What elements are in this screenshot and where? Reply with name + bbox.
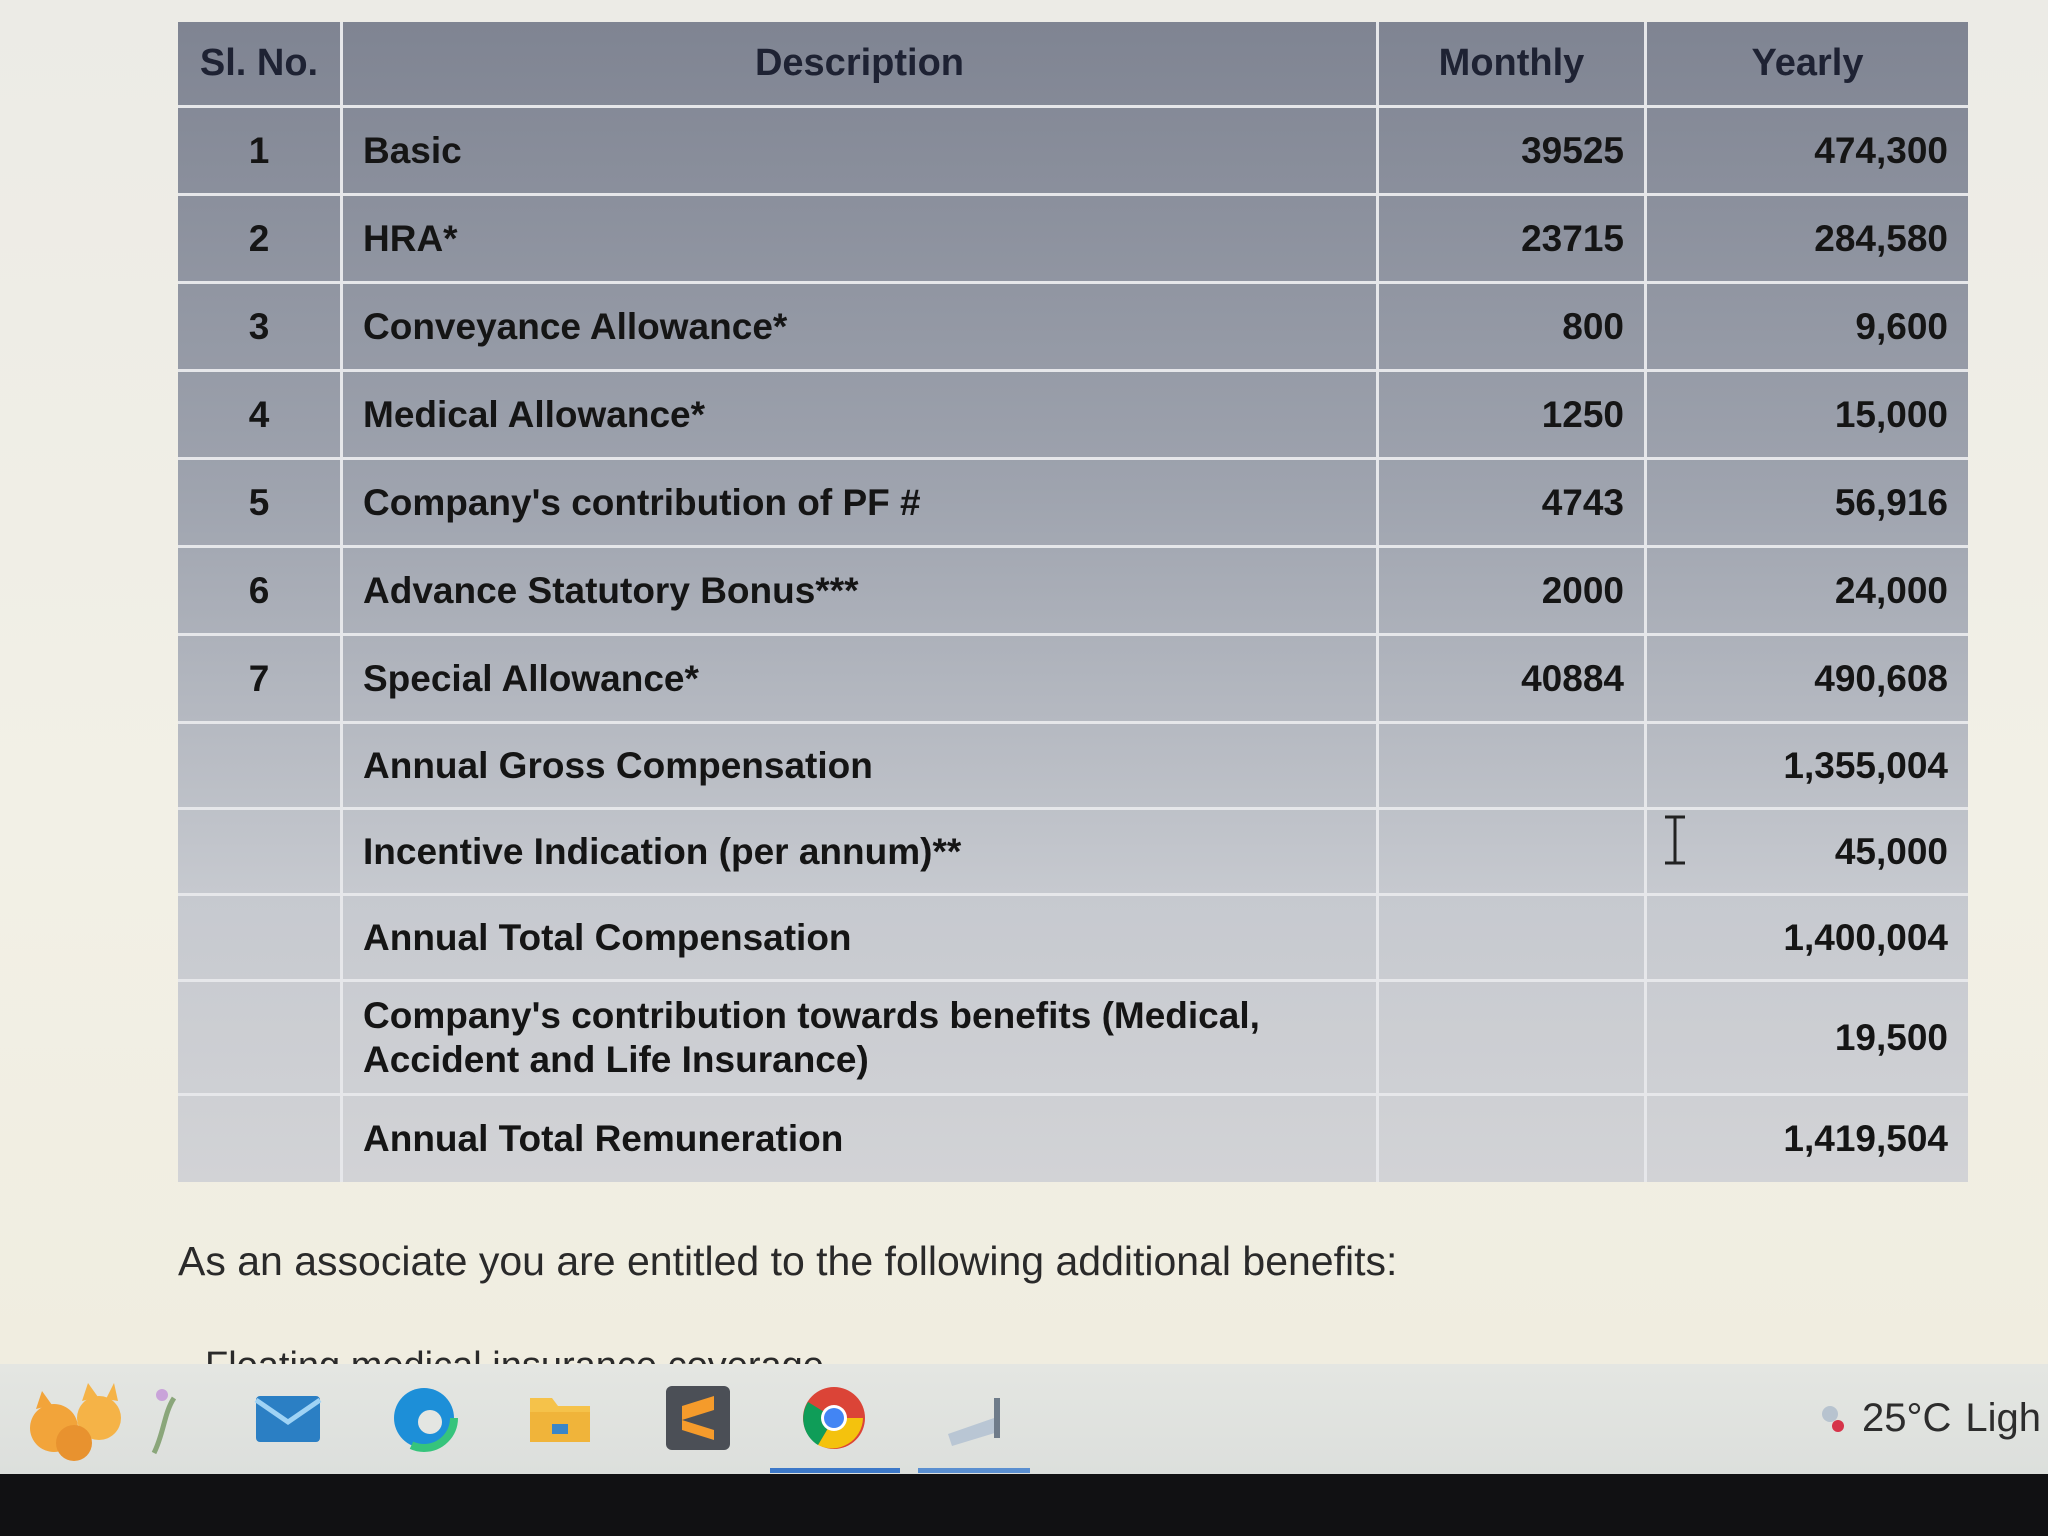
row-yearly: 15,000 bbox=[1644, 372, 1968, 457]
weather-status-icon bbox=[1818, 1404, 1848, 1434]
row-sl bbox=[178, 1096, 340, 1182]
row-sl: 3 bbox=[248, 305, 270, 347]
row-sl bbox=[178, 724, 340, 807]
row-sl bbox=[178, 982, 340, 1093]
laptop-app-icon[interactable] bbox=[938, 1382, 1010, 1454]
header-monthly: Monthly bbox=[1376, 22, 1644, 105]
table-row-gross-total bbox=[178, 724, 1968, 810]
row-description: Company's contribution towards benefits (Medical, Accident and Life Insurance) bbox=[340, 982, 1376, 1093]
table-row bbox=[178, 460, 1968, 548]
edge-icon[interactable] bbox=[388, 1382, 460, 1454]
row-yearly: 284,580 bbox=[1644, 196, 1968, 281]
row-yearly: 1,355,004 bbox=[1644, 724, 1968, 807]
row-yearly: 19,500 bbox=[1644, 982, 1968, 1093]
row-monthly: 1250 bbox=[1376, 372, 1644, 457]
row-sl: 6 bbox=[248, 569, 270, 611]
row-monthly: 800 bbox=[1376, 284, 1644, 369]
row-monthly: 39525 bbox=[1376, 108, 1644, 193]
table-row bbox=[178, 108, 1968, 196]
taskbar bbox=[0, 1364, 2048, 1474]
row-yearly: 490,608 bbox=[1644, 636, 1968, 721]
row-description: Basic bbox=[340, 108, 1376, 193]
row-monthly bbox=[1376, 896, 1644, 979]
row-yearly: 45,000 bbox=[1644, 810, 1968, 893]
row-yearly: 1,400,004 bbox=[1644, 896, 1968, 979]
row-yearly: 1,419,504 bbox=[1644, 1096, 1968, 1182]
row-monthly bbox=[1376, 810, 1644, 893]
header-yearly: Yearly bbox=[1644, 22, 1968, 105]
table-header-row bbox=[178, 22, 1968, 108]
monitor-bezel bbox=[0, 1474, 2048, 1536]
row-monthly bbox=[1376, 724, 1644, 807]
weather-temperature: 25°C bbox=[1862, 1396, 1952, 1440]
row-yearly: 24,000 bbox=[1644, 548, 1968, 633]
row-description: Medical Allowance* bbox=[340, 372, 1376, 457]
row-description: Annual Total Compensation bbox=[340, 896, 1376, 979]
row-sl: 1 bbox=[248, 129, 270, 171]
row-sl: 4 bbox=[248, 393, 270, 435]
table-row bbox=[178, 982, 1968, 1096]
row-yearly: 474,300 bbox=[1644, 108, 1968, 193]
table-row bbox=[178, 548, 1968, 636]
header-description: Description bbox=[340, 22, 1376, 105]
text-cursor-icon bbox=[1662, 815, 1688, 865]
row-sl: 7 bbox=[248, 657, 270, 699]
row-yearly: 56,916 bbox=[1644, 460, 1968, 545]
row-sl: 2 bbox=[248, 217, 270, 259]
table-row-total-compensation bbox=[178, 896, 1968, 982]
cut-off-text-line bbox=[205, 1346, 875, 1362]
row-sl bbox=[178, 896, 340, 979]
header-sl-no: Sl. No. bbox=[199, 42, 319, 84]
row-sl bbox=[178, 810, 340, 893]
row-description: Special Allowance* bbox=[340, 636, 1376, 721]
benefits-note: As an associate you are entitled to the following additional benefits: bbox=[178, 1238, 1398, 1284]
row-description: Annual Total Remuneration bbox=[340, 1096, 1376, 1182]
row-sl: 5 bbox=[248, 481, 270, 523]
row-description: Advance Statutory Bonus*** bbox=[340, 548, 1376, 633]
app-active-indicator bbox=[918, 1468, 1030, 1473]
weather-condition: Ligh bbox=[1965, 1396, 2041, 1440]
row-monthly: 40884 bbox=[1376, 636, 1644, 721]
chrome-active-indicator bbox=[770, 1468, 900, 1473]
row-monthly: 23715 bbox=[1376, 196, 1644, 281]
widgets-cats-icon[interactable] bbox=[14, 1382, 184, 1454]
table-row bbox=[178, 196, 1968, 284]
table-row-total-remuneration bbox=[178, 1096, 1968, 1182]
table-row bbox=[178, 810, 1968, 896]
row-description: Annual Gross Compensation bbox=[340, 724, 1376, 807]
salary-table bbox=[178, 22, 1968, 1182]
row-monthly bbox=[1376, 1096, 1644, 1182]
table-row bbox=[178, 284, 1968, 372]
row-description: Company's contribution of PF # bbox=[340, 460, 1376, 545]
mail-icon[interactable] bbox=[252, 1382, 324, 1454]
table-row bbox=[178, 372, 1968, 460]
table-row bbox=[178, 636, 1968, 724]
row-description: Conveyance Allowance* bbox=[340, 284, 1376, 369]
sublime-text-icon[interactable] bbox=[662, 1382, 734, 1454]
row-monthly: 4743 bbox=[1376, 460, 1644, 545]
weather-widget[interactable] bbox=[1818, 1396, 2041, 1441]
row-description: Incentive Indication (per annum)** bbox=[340, 810, 1376, 893]
chrome-icon[interactable] bbox=[798, 1382, 870, 1454]
row-description: HRA* bbox=[340, 196, 1376, 281]
row-yearly: 9,600 bbox=[1644, 284, 1968, 369]
row-monthly bbox=[1376, 982, 1644, 1093]
file-explorer-icon[interactable] bbox=[524, 1382, 596, 1454]
row-monthly: 2000 bbox=[1376, 548, 1644, 633]
